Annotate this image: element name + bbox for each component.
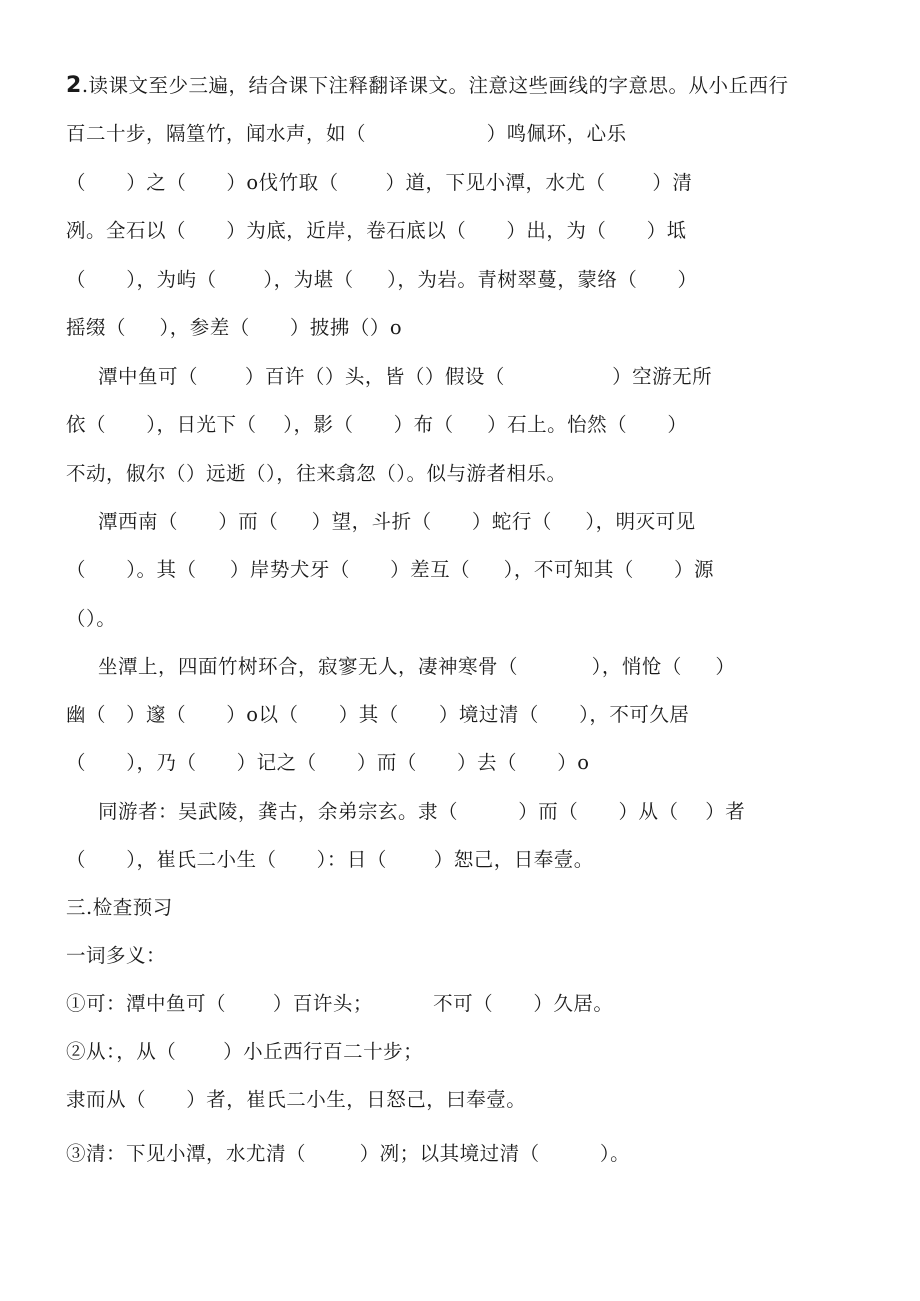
text-line: （ ），崔氏二小生（ ）：日（ ）恕己，日奉壹。 (66, 848, 594, 871)
text-line: 摇缀（ ），参差（ ）披拂（）o (66, 316, 403, 339)
polysemy-item: ①可：潭中鱼可（ ）百许头； 不可（ ）久居。 (66, 992, 614, 1015)
polysemy-item: ③清：下见小潭，水尤清（ ）冽；以其境过清（ ）。 (66, 1142, 631, 1165)
text-line: 冽。全石以（ ）为底，近岸，卷石底以（ ）出，为（ ）坻 (66, 219, 687, 242)
question-number: 2 (66, 73, 82, 98)
subsection-heading: 一词多义： (66, 944, 167, 967)
text-line: 不动，俶尔（）远逝（），往来翕忽（）。似与游者相乐。 (66, 462, 567, 485)
paragraph-start: 同游者：吴武陵，龚古，余弟宗玄。隶（ ）而（ ）从（ ）者 (98, 800, 746, 823)
text-line: （ ），乃（ ）记之（ ）而（ ）去（ ）o (66, 751, 590, 774)
text-line: （ ）。其（ ）岸势犬牙（ ）差互（ ），不可知其（ ）源 (66, 558, 715, 581)
polysemy-item: ②从：，从（ ）小丘西行百二十步； (66, 1040, 424, 1063)
paragraph-start: 坐潭上，四面竹树环合，寂寥无人，凄神寒骨（ ），悄怆（ ） (98, 655, 736, 678)
text-line: （ ），为屿（ ），为堪（ ），为岩。青树翠蔓，蒙络（ ） (66, 268, 698, 291)
paragraph-start: 潭西南（ ）而（ ）望，斗折（ ）蛇行（ ），明灭可见 (98, 510, 696, 533)
text-line: 幽（ ）邃（ ）o以（ ）其（ ）境过清（ ），不可久居 (66, 703, 690, 726)
text-line: 百二十步，隔篁竹，闻水声，如（ ）鸣佩环，心乐 (66, 122, 627, 145)
text-line: （ ）之（ ）o伐竹取（ ）道，下见小潭，水尤（ ）清 (66, 171, 693, 194)
text-line: 依（ ），日光下（ ），影（ ）布（ ）石上。怡然（ ） (66, 413, 688, 436)
text-line: 隶而从（ ）者，崔氏二小生，日怒己，曰奉壹。 (66, 1088, 527, 1111)
section-heading: 三.检查预习 (66, 896, 173, 919)
text-line: （）。 (66, 607, 117, 630)
paragraph-start: 潭中鱼可（ ）百许（）头，皆（）假设（ ）空游无所 (98, 365, 713, 388)
instruction-text: .读课文至少三遍，结合课下注释翻译课文。注意这些画线的字意思。从小丘西行 (81, 74, 789, 97)
instruction-line (66, 73, 789, 99)
